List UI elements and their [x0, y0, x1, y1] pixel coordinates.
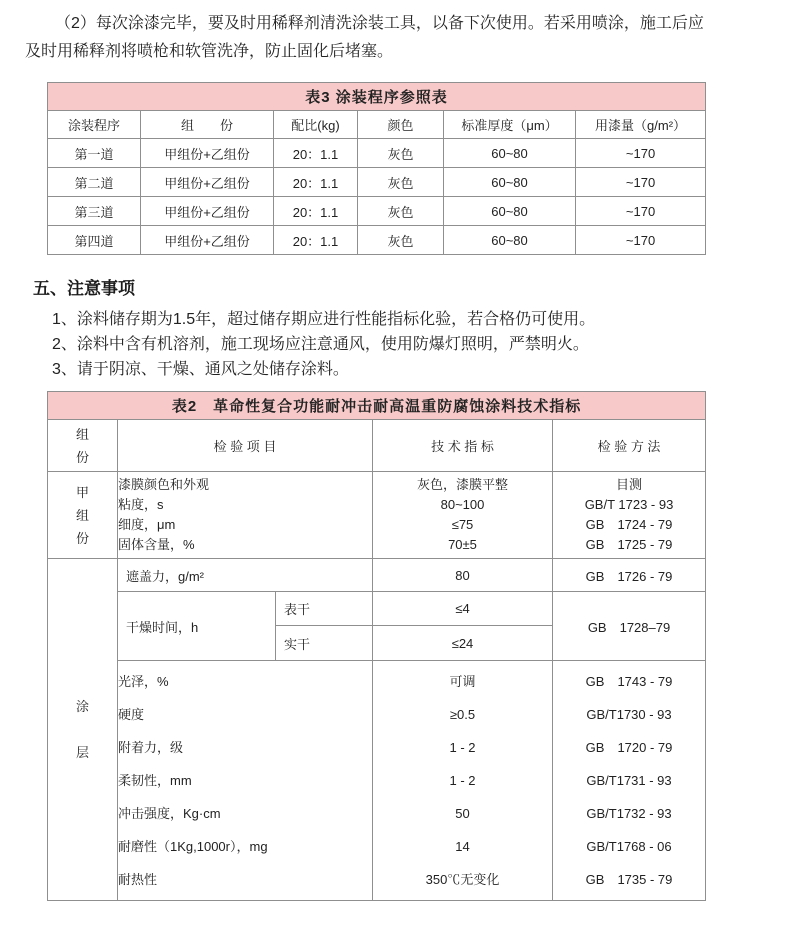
cell: ~170: [576, 139, 706, 168]
coating-items-cell: [118, 661, 373, 901]
coating-methods-cell: [553, 661, 706, 901]
method-value: GB/T1731 - 93: [586, 773, 672, 788]
table3-coating-procedure: [47, 82, 706, 255]
item-label: 固体含量，%: [118, 537, 195, 552]
method-value: GB 1728–79: [553, 592, 706, 661]
method-value: GB/T1768 - 06: [586, 839, 672, 854]
cell: 20：1.1: [274, 139, 358, 168]
note-item-3: 3、请于阴凉、干燥、通风之处储存涂料。: [52, 361, 349, 378]
cell: 甲组份+乙组份: [141, 139, 274, 168]
cell: 20：1.1: [274, 226, 358, 255]
spec-value: ≤4: [373, 592, 553, 626]
cell: 灰色: [358, 226, 444, 255]
table2-header-component: [48, 420, 118, 472]
note-item-1: 1、涂料储存期为1.5年，超过储存期应进行性能指标化验，若合格仍可使用。: [52, 311, 596, 328]
drying-hard-label: 实干: [276, 626, 373, 661]
item-label: 柔韧性，mm: [118, 773, 192, 788]
cell: 60~80: [444, 226, 576, 255]
cell: 第一道: [48, 139, 141, 168]
cell: 灰色: [358, 197, 444, 226]
cell: 第三道: [48, 197, 141, 226]
spec-value: 灰色，漆膜平整: [416, 477, 508, 492]
item-label: 耐磨性（1Kg,1000r），mg: [118, 839, 268, 854]
table2-header-method: 检 验 方 法: [553, 420, 706, 472]
table3-header-thickness: 标准厚度（μm）: [444, 111, 576, 139]
cell: 20：1.1: [274, 168, 358, 197]
component-a-items-cell: [118, 472, 373, 559]
spec-value: 14: [455, 839, 470, 854]
spec-value: ≤75: [451, 517, 474, 532]
table2-header-item: 检 验 项 目: [118, 420, 373, 472]
coating-properties-block-row: [48, 661, 706, 901]
cell: 甲组份+乙组份: [141, 197, 274, 226]
drying-time-surface-row: [48, 592, 706, 626]
spec-value: 可调: [449, 674, 476, 689]
intro-paragraph: [25, 10, 756, 66]
method-value: GB/T1730 - 93: [586, 707, 672, 722]
table2-header-row: [48, 420, 706, 472]
table3-title-row: [48, 83, 706, 111]
method-value: GB 1743 - 79: [585, 674, 673, 689]
cell: ~170: [576, 226, 706, 255]
spec-value: ≥0.5: [449, 707, 476, 722]
spec-value: ≤24: [373, 626, 553, 661]
cell: 甲组份+乙组份: [141, 168, 274, 197]
method-value: GB 1735 - 79: [585, 872, 673, 887]
component-a-block-row: [48, 472, 706, 559]
coating-specs-cell: [373, 661, 553, 901]
cell: 灰色: [358, 139, 444, 168]
hiding-power-row: [48, 559, 706, 592]
method-value: GB 1725 - 79: [585, 537, 673, 552]
method-value: GB/T 1723 - 93: [584, 497, 674, 512]
cell: 60~80: [444, 197, 576, 226]
component-a-label: 甲组份: [75, 484, 89, 546]
method-value: GB 1726 - 79: [553, 559, 706, 592]
item-label: 漆膜颜色和外观: [118, 477, 210, 492]
component-a-specs-cell: [373, 472, 553, 559]
coating-label: 涂层: [75, 698, 89, 760]
table3-header-ratio: 配比(kg): [274, 111, 358, 139]
item-label: 光泽，%: [118, 674, 169, 689]
drying-surface-label: 表干: [276, 592, 373, 626]
table3-row-2: [48, 168, 706, 197]
cell: 灰色: [358, 168, 444, 197]
spec-value: 1 - 2: [449, 773, 476, 788]
cell: 第二道: [48, 168, 141, 197]
table3-header-procedure: 涂装程序: [48, 111, 141, 139]
table3-header-color: 颜色: [358, 111, 444, 139]
cell: ~170: [576, 168, 706, 197]
spec-value: 80: [373, 559, 553, 592]
method-value: GB/T1732 - 93: [586, 806, 672, 821]
component-header-text: 组份: [75, 426, 89, 465]
table3-header-paint-usage: 用漆量（g/m²）: [576, 111, 706, 139]
table2-title-row: [48, 392, 706, 420]
component-a-label-cell: [48, 472, 118, 559]
method-value: GB 1720 - 79: [585, 740, 673, 755]
table3-row-4: [48, 226, 706, 255]
cell: 第四道: [48, 226, 141, 255]
table2-technical-specs: [47, 391, 706, 901]
method-value: 目测: [616, 477, 643, 492]
coating-label-cell: [48, 559, 118, 901]
table3-title: 表3 涂装程序参照表: [48, 83, 706, 111]
table3-header-row: [48, 111, 706, 139]
spec-value: 50: [455, 806, 470, 821]
item-label: 干燥时间，h: [118, 592, 276, 661]
intro-line-2: 及时用稀释剂将喷枪和软管洗净，防止固化后堵塞。: [25, 43, 394, 60]
cell: 60~80: [444, 168, 576, 197]
item-label: 遮盖力，g/m²: [118, 559, 373, 592]
spec-value: 1 - 2: [449, 740, 476, 755]
table3-header-component: 组 份: [141, 111, 274, 139]
item-label: 硬度: [118, 707, 145, 722]
intro-line-1: （2）每次涂漆完毕，要及时用稀释剂清洗涂装工具，以备下次使用。若采用喷涂，施工后应: [55, 15, 704, 32]
method-value: GB 1724 - 79: [585, 517, 673, 532]
cell: 20：1.1: [274, 197, 358, 226]
table3-row-1: [48, 139, 706, 168]
table2-title: 表2 革命性复合功能耐冲击耐高温重防腐蚀涂料技术指标: [48, 392, 706, 420]
item-label: 细度，μm: [118, 517, 176, 532]
cell: ~170: [576, 197, 706, 226]
note-item-2: 2、涂料中含有机溶剂，施工现场应注意通风，使用防爆灯照明，严禁明火。: [52, 336, 589, 353]
spec-value: 70±5: [448, 537, 477, 552]
table3-row-3: [48, 197, 706, 226]
item-label: 冲击强度，Kg·cm: [118, 806, 221, 821]
item-label: 耐热性: [118, 872, 158, 887]
notes-section-heading: 五、注意事项: [33, 279, 135, 298]
cell: 甲组份+乙组份: [141, 226, 274, 255]
item-label: 附着力，级: [118, 740, 184, 755]
cell: 60~80: [444, 139, 576, 168]
component-a-methods-cell: [553, 472, 706, 559]
item-label: 粘度，s: [118, 497, 164, 512]
spec-value: 80~100: [440, 497, 485, 512]
table2-header-spec: 技 术 指 标: [373, 420, 553, 472]
spec-value: 350℃无变化: [425, 872, 500, 887]
